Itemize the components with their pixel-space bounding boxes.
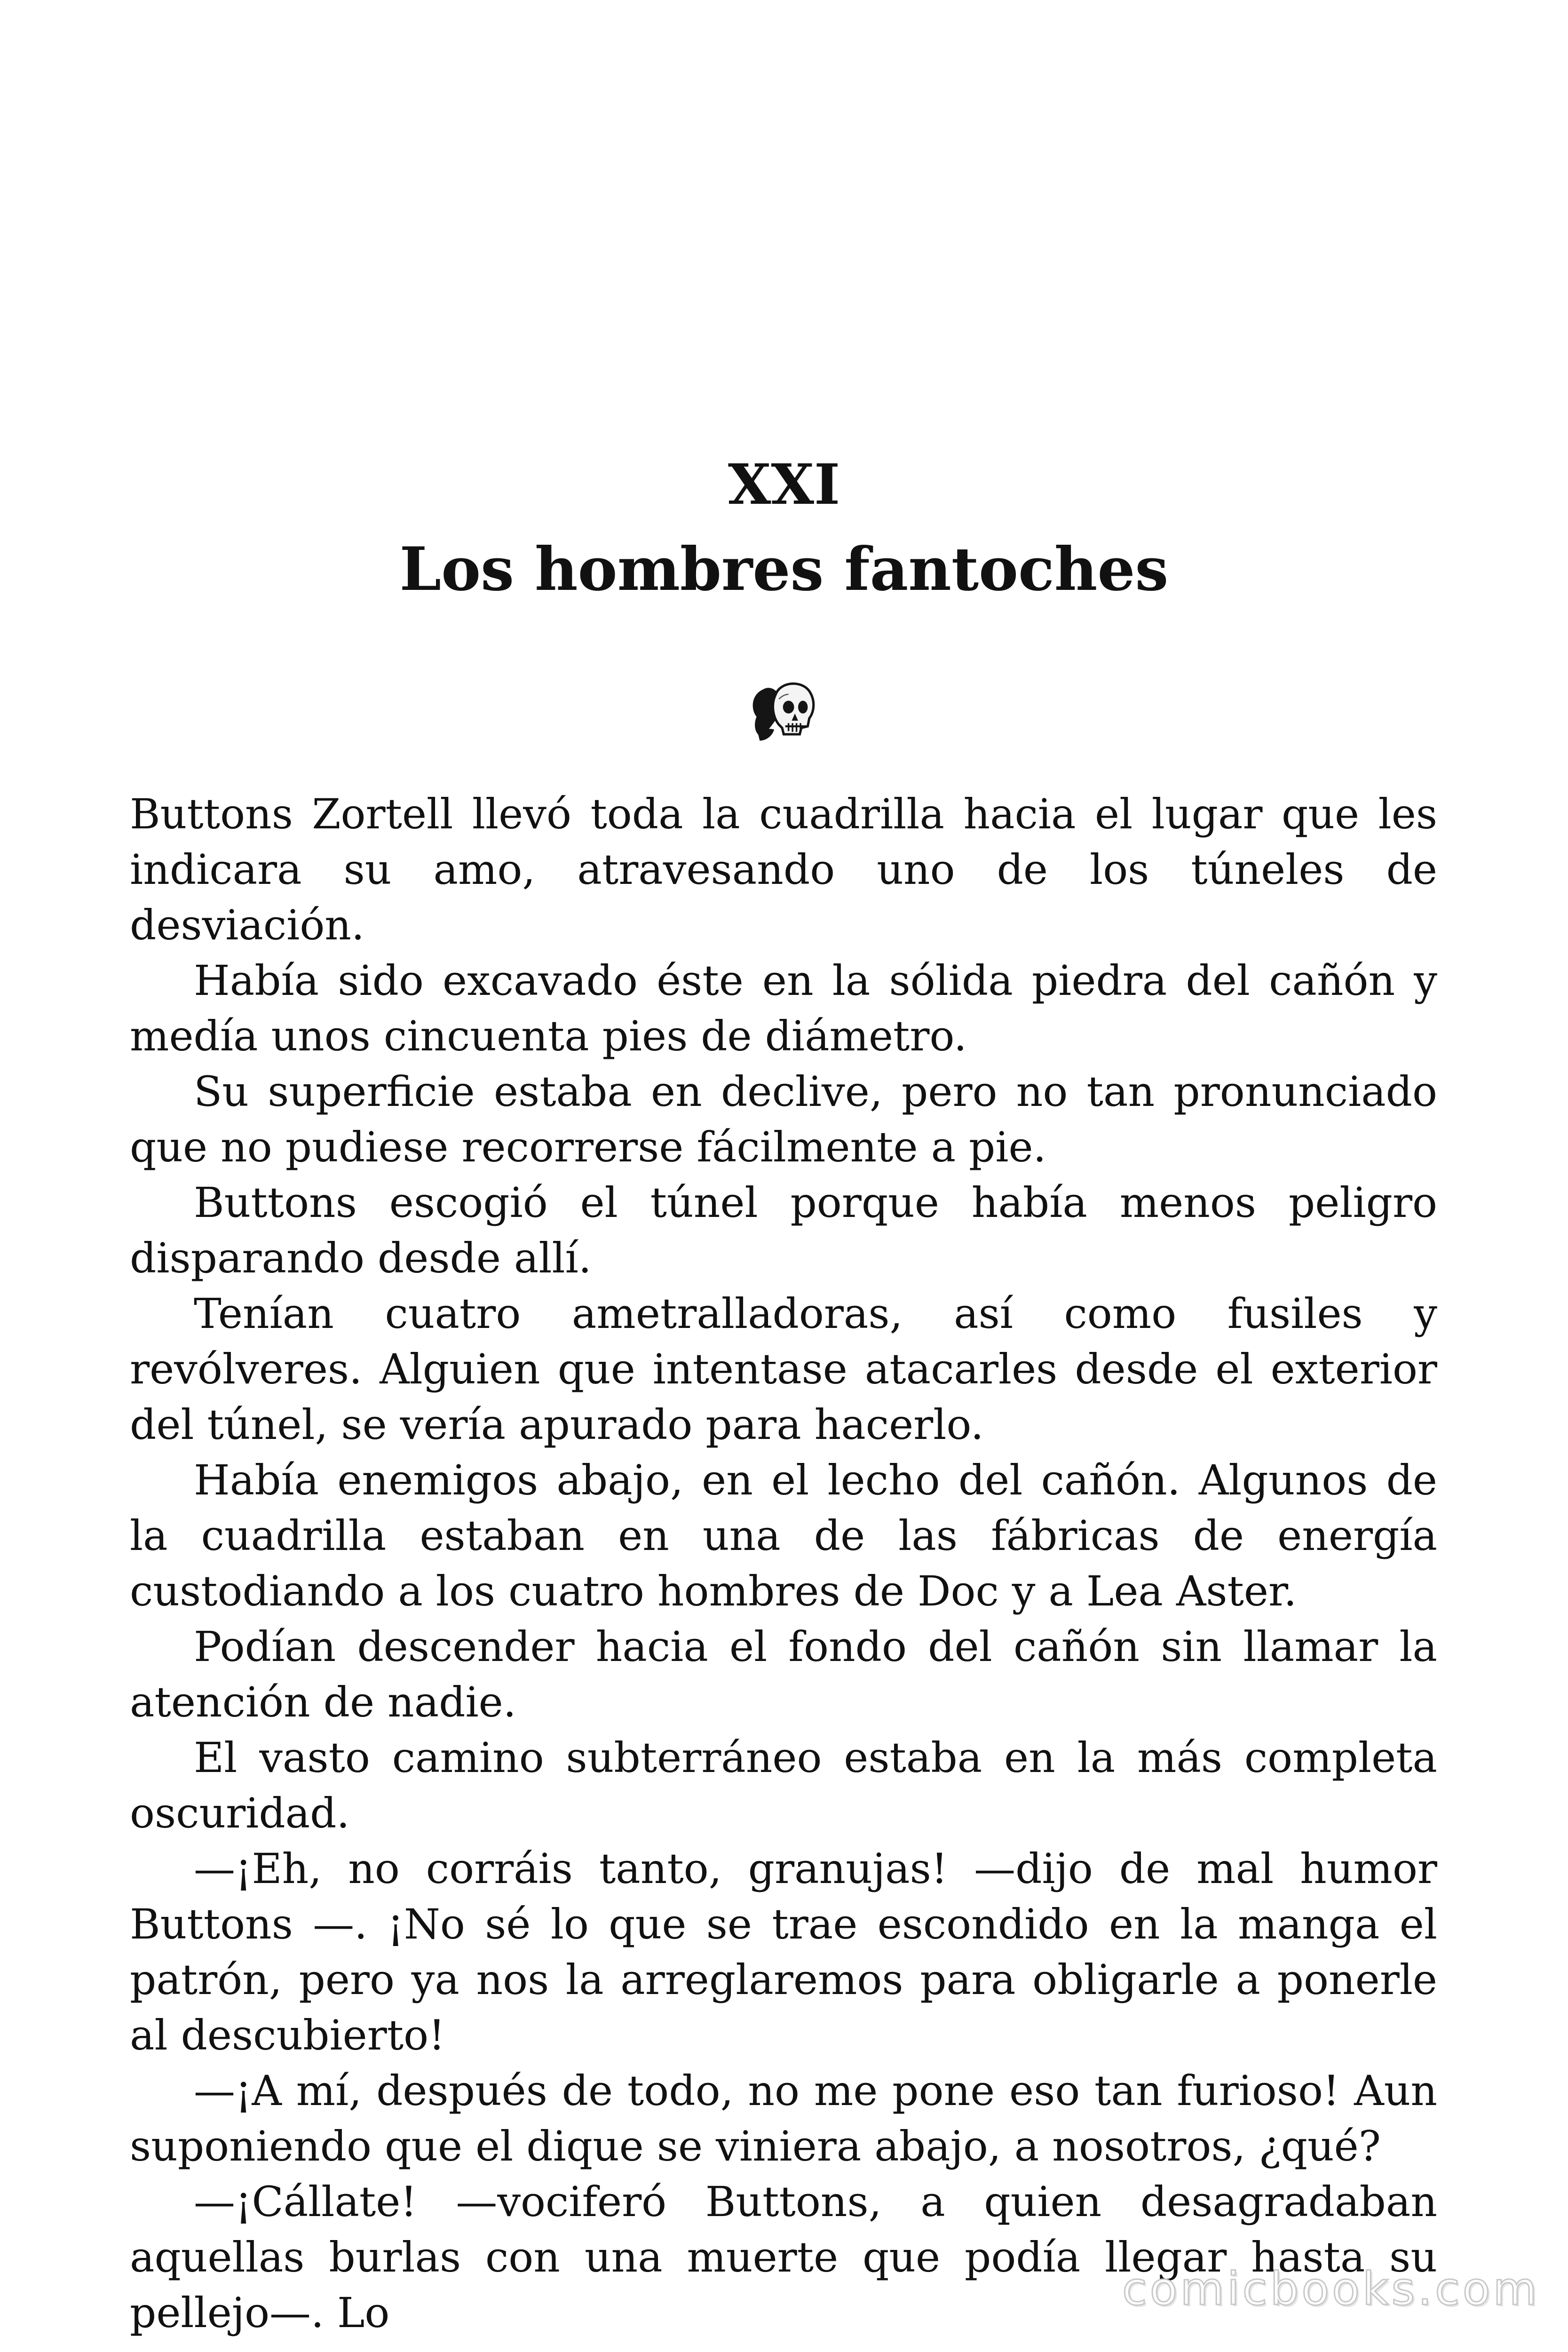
paragraph: Podían descender hacia el fondo del cañón sin llamar la atención de nadie. (130, 1622, 1437, 1726)
chapter-title: Los hombres fantoches (399, 534, 1169, 604)
paragraph: —¡Eh, no corráis tanto, granujas! —dijo de mal humor Buttons —. ¡No sé lo que se trae escondido en la manga el patrón, pero ya nos la arreglaremos para obligarle a ponerle al descubierto! (130, 1844, 1437, 2059)
watermark: comicbooks.com (1122, 2263, 1540, 2315)
paragraph: Buttons escogió el túnel porque había menos peligro disparando desde allí. (130, 1178, 1437, 1282)
paragraph: Tenían cuatro ametralladoras, así como fusiles y revólveres. Alguien que intentase atacarles desde el exterior del túnel, se vería apurado para hacerlo. (130, 1289, 1437, 1449)
chapter-number: XXI (728, 452, 840, 517)
paragraph: —¡Cállate! —vociferó Buttons, a quien desagradaban aquellas burlas con una muerte que podía llegar hasta su pellejo—. Lo (130, 2177, 1437, 2337)
paragraph: Había sido excavado éste en la sólida piedra del cañón y medía unos cincuenta pies de diámetro. (130, 956, 1437, 1060)
paragraph: Había enemigos abajo, en el lecho del cañón. Algunos de la cuadrilla estaban en una de las fábricas de energía custodiando a los cuatro hombres de Doc y a Lea Aster. (130, 1456, 1437, 1615)
paragraph: —¡A mí, después de todo, no me pone eso tan furioso! Aun suponiendo que el dique se viniera abajo, a nosotros, ¿qué? (130, 2066, 1437, 2170)
paragraph: Buttons Zortell llevó toda la cuadrilla hacia el lugar que les indicara su amo, atravesando uno de los túneles de desviación. (130, 790, 1437, 949)
paragraph: Su superficie estaba en declive, pero no tan pronunciado que no pudiese recorrerse fácilmente a pie. (130, 1067, 1437, 1171)
chapter-body (130, 787, 1437, 2341)
skull-icon (742, 670, 822, 750)
paragraph: El vasto camino subterráneo estaba en la más completa oscuridad. (130, 1733, 1437, 1837)
